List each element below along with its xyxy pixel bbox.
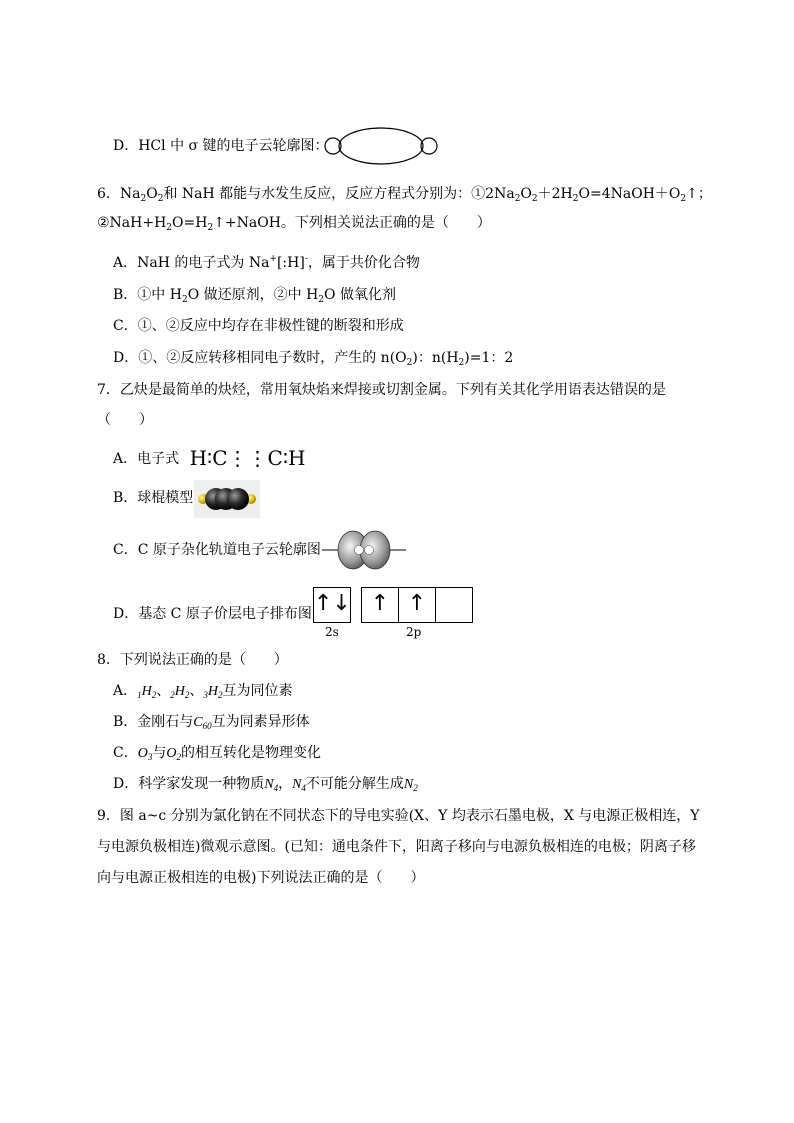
q8-option-b: B．金刚石与$C_{60}$互为同素异形体 (113, 714, 310, 731)
acetylene-electron-formula: H∶C⋮⋮C∶H (189, 446, 306, 470)
paired-electrons-arrow: ↑↓ (314, 591, 351, 616)
orbital-2p-box (361, 587, 473, 623)
q7-option-d: D．基态 C 原子价层电子排布图 (113, 606, 312, 622)
q7-option-b: B．球棍模型 (113, 490, 194, 506)
q6-stem-line2: $②NaH+H_2O=H_2↑+NaOH$。下列相关说法正确的是（ ） (97, 215, 491, 233)
q5-option-d: D．HCl 中 σ 键的电子云轮廓图： (113, 138, 329, 154)
label-2p: 2p (406, 625, 422, 639)
hcl-sigma-orbital-diagram (324, 126, 438, 166)
q7-stem-paren: （ ） (97, 412, 153, 428)
q8-option-d: D．科学家发现一种物质$N_4$，$N_4$不可能分解生成$N_2$ (113, 776, 418, 793)
q6-option-a: A．NaH 的电子式为 Na+[:H]-，属于共价化合物 (113, 254, 420, 271)
label-2s: 2s (325, 625, 339, 639)
electron-up-arrow: ↑ (370, 591, 390, 616)
q7-option-c: C．C 原子杂化轨道电子云轮廓图 (113, 542, 321, 558)
ball-stick-model-image (194, 480, 260, 518)
q7-option-a: A．电子式 H∶C⋮⋮C∶H (113, 446, 306, 470)
q6-option-c: C．①、②反应中均存在非极性键的断裂和形成 (113, 318, 404, 334)
sp-hybrid-orbital-diagram (322, 529, 406, 571)
q8-option-a: A．$_1H_2$、$_2H_2$、$_3H_2$互为同位素 (113, 683, 293, 700)
q8-option-c: C．$O_3$与$O_2$的相互转化是物理变化 (113, 745, 321, 762)
q6-stem-line1: 6．$Na_2O_2$和 NaH 都能与水发生反应，反应方程式分别为：$①2Na_2O_2+2H_2O=4NaOH+O_2↑$； (97, 186, 712, 204)
q9-stem-line3: 向与电源正极相连的电极)下列说法正确的是（ ） (97, 870, 425, 886)
q9-stem-line2: 与电源负极相连)微观示意图。(已知：通电条件下，阳离子移向与电源负极相连的电极；阴离子移 (97, 839, 696, 855)
q7-stem: 7．乙炔是最简单的炔烃，常用氧炔焰来焊接或切割金属。下列有关其化学用语表达错误的是 (97, 382, 666, 398)
electron-up-arrow: ↑ (407, 591, 427, 616)
q6-option-d: D．①、②反应转移相同电子数时，产生的 $n(O_2)$：$n(H_2)=1$：2 (113, 350, 514, 368)
q8-stem: 8．下列说法正确的是（ ） (97, 652, 288, 668)
orbital-2s-box (313, 587, 351, 623)
q6-option-b: B．①中 $H_2O$ 做还原剂，②中 $H_2O$ 做氧化剂 (113, 287, 396, 305)
q9-stem-line1: 9．图 a~c 分别为氯化钠在不同状态下的导电实验(X、Y 均表示石墨电极，X 与电源正极相连，Y (97, 808, 700, 824)
